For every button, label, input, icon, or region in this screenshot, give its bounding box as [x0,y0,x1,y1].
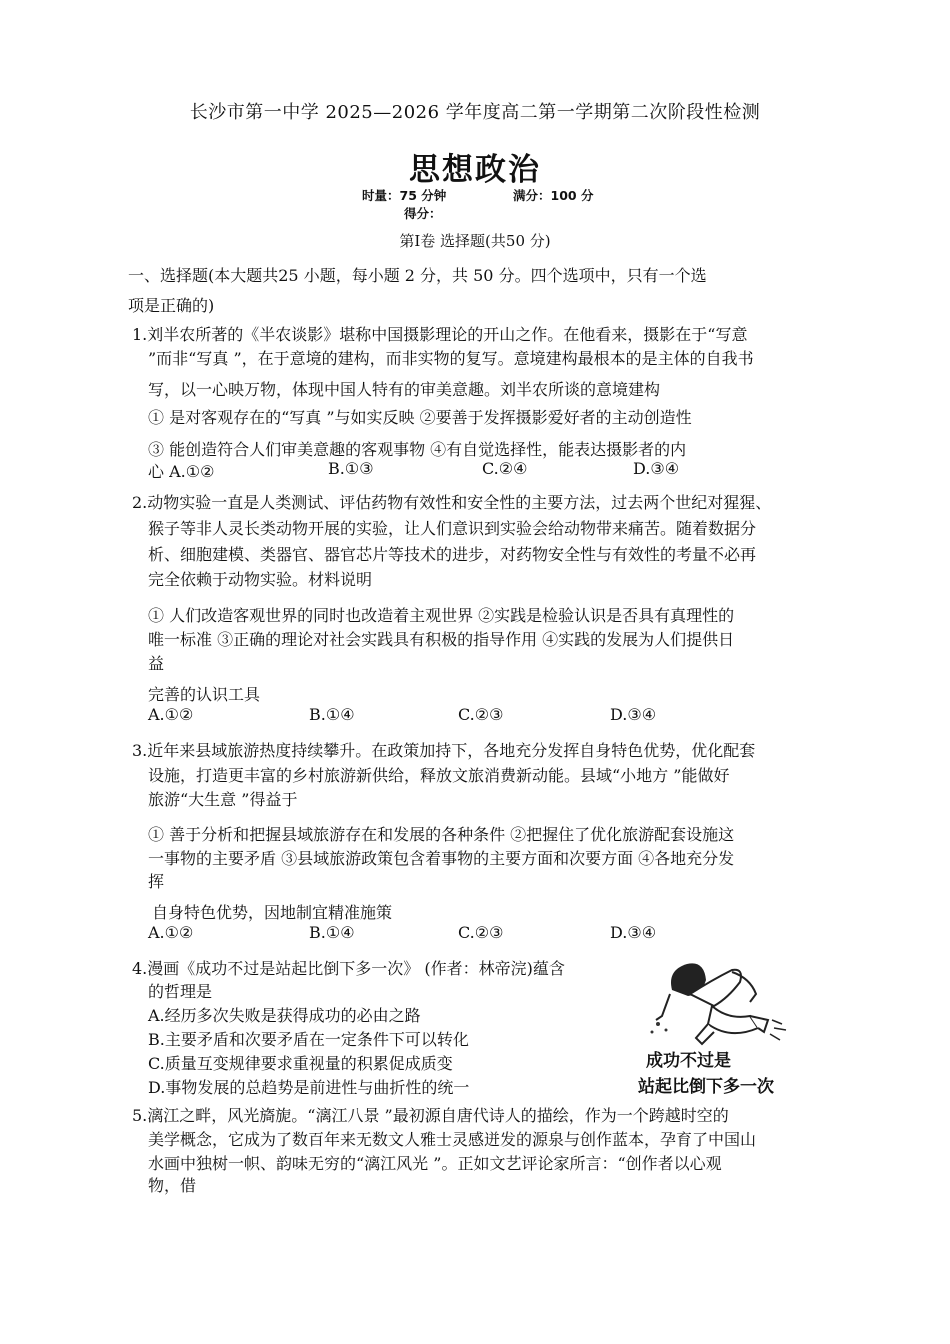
q1-statement-line1: ① 是对客观存在的“写真 ”与如实反映 ②要善于发挥摄影爱好者的主动创造性 [148,408,692,427]
cartoon-image [632,950,810,1098]
q2-statement-line4: 完善的认识工具 [148,685,261,704]
q5-stem-line2: 美学概念，它成为了数百年来无数文人雅士灵感迸发的源泉与创作蓝本，孕育了中国山 [148,1130,757,1149]
q1-stem-line1: 1.刘半农所著的《半农谈影》堪称中国摄影理论的开山之作。在他看来，摄影在于“写意 [132,325,748,344]
q2-option-c: C.②③ [458,705,504,724]
q3-stem-line1: 3.近年来县域旅游热度持续攀升。在政策加持下，各地充分发挥自身特色优势，优化配套 [132,741,756,760]
q4-option-d: D.事物发展的总趋势是前进性与曲折性的统一 [148,1078,470,1097]
q2-option-d: D.③④ [610,705,657,724]
q3-statement-line1: ① 善于分析和把握县域旅游存在和发展的各种条件 ②把握住了优化旅游配套设施这 [148,825,735,844]
subject-title: 思想政治 [409,152,541,188]
q3-option-c: C.②③ [458,923,504,942]
q1-option-c: C.②④ [482,459,528,478]
q3-statement-line4: 自身特色优势，因地制宜精准施策 [152,903,393,922]
cartoon-caption-line2: 站起比倒下多一次 [638,1077,774,1097]
q4-option-c: C.质量互变规律要求重视量的积累促成质变 [148,1054,453,1073]
q1-stem-line2: ”而非“写真 ”，在于意境的建构，而非实物的复写。意境建构最根本的是主体的自我书 [148,349,754,368]
q3-statement-line3: 挥 [148,872,165,891]
q3-stem-line3: 旅游“大生意 ”得益于 [148,790,298,809]
q3-option-b: B.①④ [309,923,355,942]
q4-stem-line1: 4.漫画《成功不过是站起比倒下多一次》 (作者：林帝浣)蕴含 [132,959,565,978]
q4-stem-line2: 的哲理是 [148,982,213,1001]
section-instruction-line2: 项是正确的) [128,296,215,315]
q4-option-b: B.主要矛盾和次要矛盾在一定条件下可以转化 [148,1030,469,1049]
q5-stem-line1: 5.漓江之畔，风光旖旎。“漓江八景 ”最初源自唐代诗人的描绘，作为一个跨越时空的 [132,1106,729,1125]
q1-option-d: D.③④ [633,459,680,478]
q2-option-b: B.①④ [309,705,355,724]
result-label: 得分： [404,206,442,221]
section-instruction-line1: 一、选择题(本大题共25 小题，每小题 2 分，共 50 分。四个选项中，只有一个选 [128,266,707,285]
q4-option-a: A.经历多次失败是获得成功的必由之路 [148,1006,421,1025]
q1-stem-line3: 写，以一心映万物，体现中国人特有的审美意趣。刘半农所谈的意境建构 [148,380,661,399]
score-label: 满分：100 分 [513,188,594,203]
q1-statement-line2: ③ 能创造符合人们审美意趣的客观事物 ④有自觉选择性，能表达摄影者的内 [148,440,687,459]
q2-statement-line1: ① 人们改造客观世界的同时也改造着主观世界 ②实践是检验认识是否具有真理性的 [148,606,735,625]
section-title: 第Ⅰ卷 选择题(共50 分) [399,232,551,250]
q3-stem-line2: 设施，打造更丰富的乡村旅游新供给，释放文旅消费新动能。县域“小地方 ”能做好 [148,766,730,785]
q2-stem-line1: 2.动物实验一直是人类测试、评估药物有效性和安全性的主要方法，过去两个世纪对猩猩、 [132,493,772,512]
q3-statement-line2: 一事物的主要矛盾 ③县域旅游政策包含着事物的主要方面和次要方面 ④各地充分发 [148,849,735,868]
cartoon-caption-line1: 成功不过是 [646,1051,731,1071]
time-label: 时量：75 分钟 [362,188,447,203]
q5-stem-line4: 物，借 [148,1176,197,1195]
q5-stem-line3: 水画中独树一帜、韵味无穷的“漓江风光 ”。正如文艺评论家所言：“创作者以心观 [148,1154,722,1173]
q3-option-a: A.①② [148,923,194,942]
q2-stem-line2: 猴子等非人灵长类动物开展的实验，让人们意识到实验会给动物带来痛苦。随着数据分 [148,519,757,538]
q2-option-a: A.①② [148,705,194,724]
q3-option-d: D.③④ [610,923,657,942]
school-exam-title: 长沙市第一中学 2025—2026 学年度高二第一学期第二次阶段性检测 [189,102,761,123]
q1-option-b: B.①③ [328,459,374,478]
q1-option-a: 心 A.①② [148,462,215,481]
q2-stem-line4: 完全依赖于动物实验。材料说明 [148,570,373,589]
q2-stem-line3: 析、细胞建模、类器官、器官芯片等技术的进步，对药物安全性与有效性的考量不必再 [148,545,757,564]
q2-statement-line3: 益 [148,654,165,673]
q2-statement-line2: 唯一标准 ③正确的理论对社会实践具有积极的指导作用 ④实践的发展为人们提供日 [148,630,735,649]
